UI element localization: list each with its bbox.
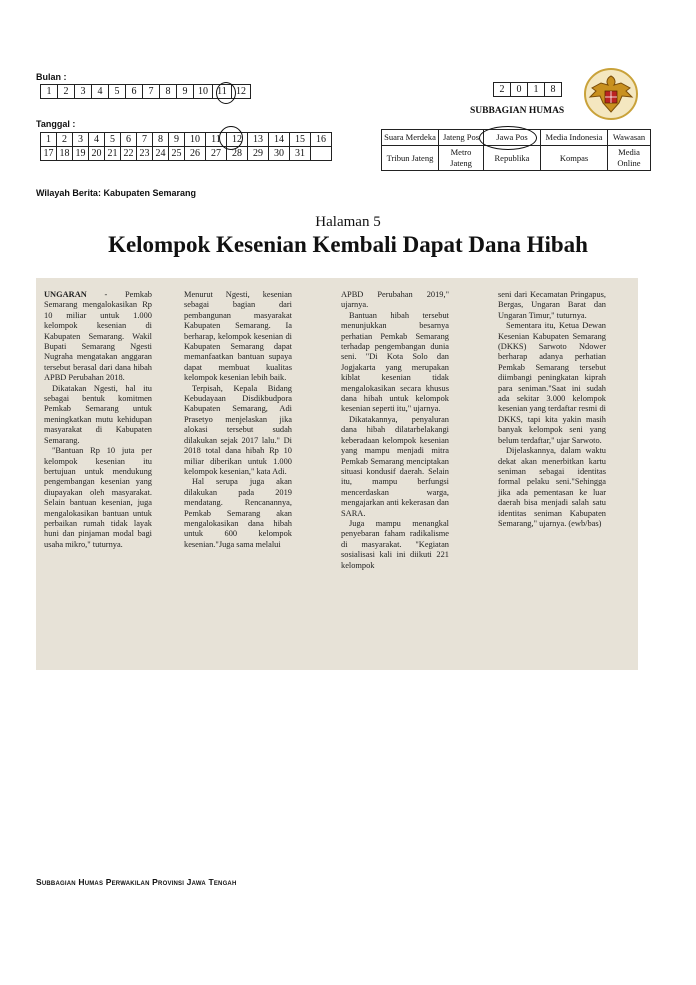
- month-cell: 1: [41, 85, 58, 99]
- date-cell: 2: [57, 133, 73, 147]
- date-cell: 27: [206, 147, 227, 161]
- date-cell: 29: [248, 147, 269, 161]
- media-wawasan: Wawasan: [608, 130, 651, 146]
- month-cell: 5: [109, 85, 126, 99]
- article-paragraph: Sementara itu, Ketua Dewan Kesenian Kabupaten Semarang (DKKS) Sarwoto Ndower berharap adanya perhatian Pemkab Semarang tersebut diimbangi peningkatan kiprah para seniman."Saat ini sudah ada sekitar 3.000 kelompok kesenian yang terdaftar resmi di DKKS, tapi kita yakin masih banyak kelompok seni yang belum terdaftar," ujar Sarwoto.: [498, 321, 606, 445]
- date-cell: 28: [227, 147, 248, 161]
- article-paragraph: "Bantuan Rp 10 juta per kelompok kesenian itu bertujuan untuk mendukung pengembangan kesenian yang diupayakan oleh masyarakat. Selain bantuan kesenian, juga mengalokasikan bantuan untuk perbaikan rumah tidak layak huni dan pinjaman modal bagi usaha mikro," tuturnya.: [44, 446, 152, 549]
- date-cell: 8: [153, 133, 169, 147]
- date-cell: 10: [185, 133, 206, 147]
- month-cell: 10: [194, 85, 213, 99]
- date-cell: 30: [269, 147, 290, 161]
- article-paragraph: seni dari Kecamatan Pringapus, Bergas, Ungaran Barat dan Ungaran Timur," tuturnya.: [498, 290, 606, 320]
- media-kompas: Kompas: [541, 146, 608, 171]
- month-cell: 9: [177, 85, 194, 99]
- article-paragraph: Dikatakan Ngesti, hal itu sebagai bentuk komitmen Pemkab Semarang untuk meningkatkan mutu kehidupan masyarakat di Kabupaten Semarang.: [44, 383, 152, 445]
- year-digit: 8: [545, 83, 562, 97]
- date-cell: 23: [137, 147, 153, 161]
- article-paragraph: UNGARAN - Pemkab Semarang mengalokasikan Rp 10 miliar untuk 1.000 kelompok kesenian di Kabupaten Semarang. Wakil Bupati Semarang Ngesti Nugraha mengatakan anggaran tersebut berasal dari dana hibah APBD Perubahan 2018.: [44, 290, 152, 383]
- media-online: Media Online: [608, 146, 651, 171]
- garuda-emblem-icon: [583, 67, 639, 121]
- wilayah-berita: Wilayah Berita: Kabupaten Semarang: [36, 188, 196, 198]
- media-tribun-jateng: Tribun Jateng: [382, 146, 439, 171]
- date-cell: 7: [137, 133, 153, 147]
- article-column-2: [184, 290, 292, 550]
- article-paragraph: Terpisah, Kepala Bidang Kebudayaan Disdikbudpora Kabupaten Semarang, Adi Prasetyo menjelaskan jika alokasi tersebut sudah dilakukan sejak 2017 lalu." Di 2018 total dana hibah Rp 10 miliar diberikan untuk 1.000 kelompok kesenian," kata Adi.: [184, 383, 292, 476]
- month-cell: 6: [126, 85, 143, 99]
- date-cell: 4: [89, 133, 105, 147]
- headline: Kelompok Kesenian Kembali Dapat Dana Hibah: [108, 232, 588, 257]
- month-cell: 2: [58, 85, 75, 99]
- month-cell: 7: [143, 85, 160, 99]
- date-cell: 17: [41, 147, 57, 161]
- footer-org: Subbagian Humas Perwakilan Provinsi Jawa Tengah: [36, 877, 237, 887]
- month-cell: 4: [92, 85, 109, 99]
- article-column-1: [44, 290, 152, 550]
- date-grid: [40, 132, 332, 161]
- article-column-3: [341, 290, 449, 571]
- media-republika: Republika: [484, 146, 541, 171]
- date-cell: 20: [89, 147, 105, 161]
- article-paragraph: Bantuan hibah tersebut menunjukkan besarnya perhatian Pemkab Semarang terhadap pengembangan dunia seni. "Di Kota Solo dan Jogjakarta yang merupakan kiblat kesenian tidak mengalokasikan secara khusus dana hibah untuk kelompok kesenian seperti itu," ujarnya.: [341, 310, 449, 414]
- media-metro-jateng: Metro Jateng: [439, 146, 484, 171]
- date-cell: 11: [206, 133, 227, 147]
- media-jateng-pos: Jateng Pos: [439, 130, 484, 146]
- media-media-indonesia: Media Indonesia: [541, 130, 608, 146]
- month-cell: 3: [75, 85, 92, 99]
- date-cell: 6: [121, 133, 137, 147]
- media-suara-merdeka: Suara Merdeka: [382, 130, 439, 146]
- year-digit: 0: [511, 83, 528, 97]
- date-cell: 14: [269, 133, 290, 147]
- date-cell: 31: [290, 147, 311, 161]
- month-cell: 11: [213, 85, 232, 99]
- year-digit: 2: [494, 83, 511, 97]
- date-cell: 12: [227, 133, 248, 147]
- date-cell: 15: [290, 133, 311, 147]
- date-cell: 13: [248, 133, 269, 147]
- media-jawa-pos: Jawa Pos: [484, 130, 541, 146]
- date-cell: [311, 147, 332, 161]
- date-cell: 16: [311, 133, 332, 147]
- date-cell: 24: [153, 147, 169, 161]
- month-cell: 12: [232, 85, 251, 99]
- article-paragraph: APBD Perubahan 2019," ujarnya.: [341, 290, 449, 310]
- date-cell: 25: [169, 147, 185, 161]
- month-selected-circle: [216, 82, 236, 104]
- date-selected-circle: [219, 126, 243, 150]
- date-cell: 3: [73, 133, 89, 147]
- date-cell: 18: [57, 147, 73, 161]
- year-box: [493, 82, 562, 97]
- org-name: SUBBAGIAN HUMAS: [470, 106, 565, 116]
- date-cell: 22: [121, 147, 137, 161]
- article-paragraph: Juga mampu menangkal penyebaran faham radikalisme di masyarakat. "Kegiatan sosialisasi kali ini diikuti 221 kelompok: [341, 518, 449, 570]
- date-cell: 26: [185, 147, 206, 161]
- dateline: UNGARAN: [44, 290, 87, 299]
- article-paragraph: Menurut Ngesti, kesenian sebagai bagian dari pembangunan masyarakat Kabupaten Semarang. Ia berharap, kelompok kesenian di Kabupaten Semarang dapat memanfaatkan bantuan supaya dapat membuat kualitas kelompok kesenian lebih baik.: [184, 290, 292, 383]
- tanggal-label: Tanggal :: [36, 119, 76, 129]
- date-cell: 21: [105, 147, 121, 161]
- date-cell: 5: [105, 133, 121, 147]
- article-paragraph: Hal serupa juga akan dilakukan pada 2019 mendatang. Rencanannya, Pemkab Semarang akan mengalokasikan dana hibah untuk 600 kelompok kesenian."Juga sama melalui: [184, 477, 292, 549]
- article-paragraph: Dijelaskannya, dalam waktu dekat akan menerbitkan kartu seniman sebagai identitas formal pelaku seni."Sehingga jika ada pementasan ke luar daerah bisa menjadi salah satu identitas seniman Kabupaten Semarang," ujarnya. (ewb/bas): [498, 446, 606, 528]
- bulan-label: Bulan :: [36, 72, 67, 82]
- date-cell: 9: [169, 133, 185, 147]
- article-column-4: [498, 290, 606, 529]
- date-cell: 19: [73, 147, 89, 161]
- page-number: Halaman 5: [315, 214, 381, 230]
- article-paragraph: Dikatakannya, penyaluran dana hibah dilatarbelakangi keberadaan kelompok kesenian yang mampu menjadi mitra Pemkab Semarang menciptakan situasi kondusif daerah. Selain itu, mampu berfungsi mencerdaskan warga, mengajarkan anti kekerasan dan SARA.: [341, 414, 449, 518]
- month-cell: 8: [160, 85, 177, 99]
- newspaper-clipping: [36, 278, 638, 670]
- date-cell: 1: [41, 133, 57, 147]
- media-selected-circle: [479, 126, 537, 150]
- year-digit: 1: [528, 83, 545, 97]
